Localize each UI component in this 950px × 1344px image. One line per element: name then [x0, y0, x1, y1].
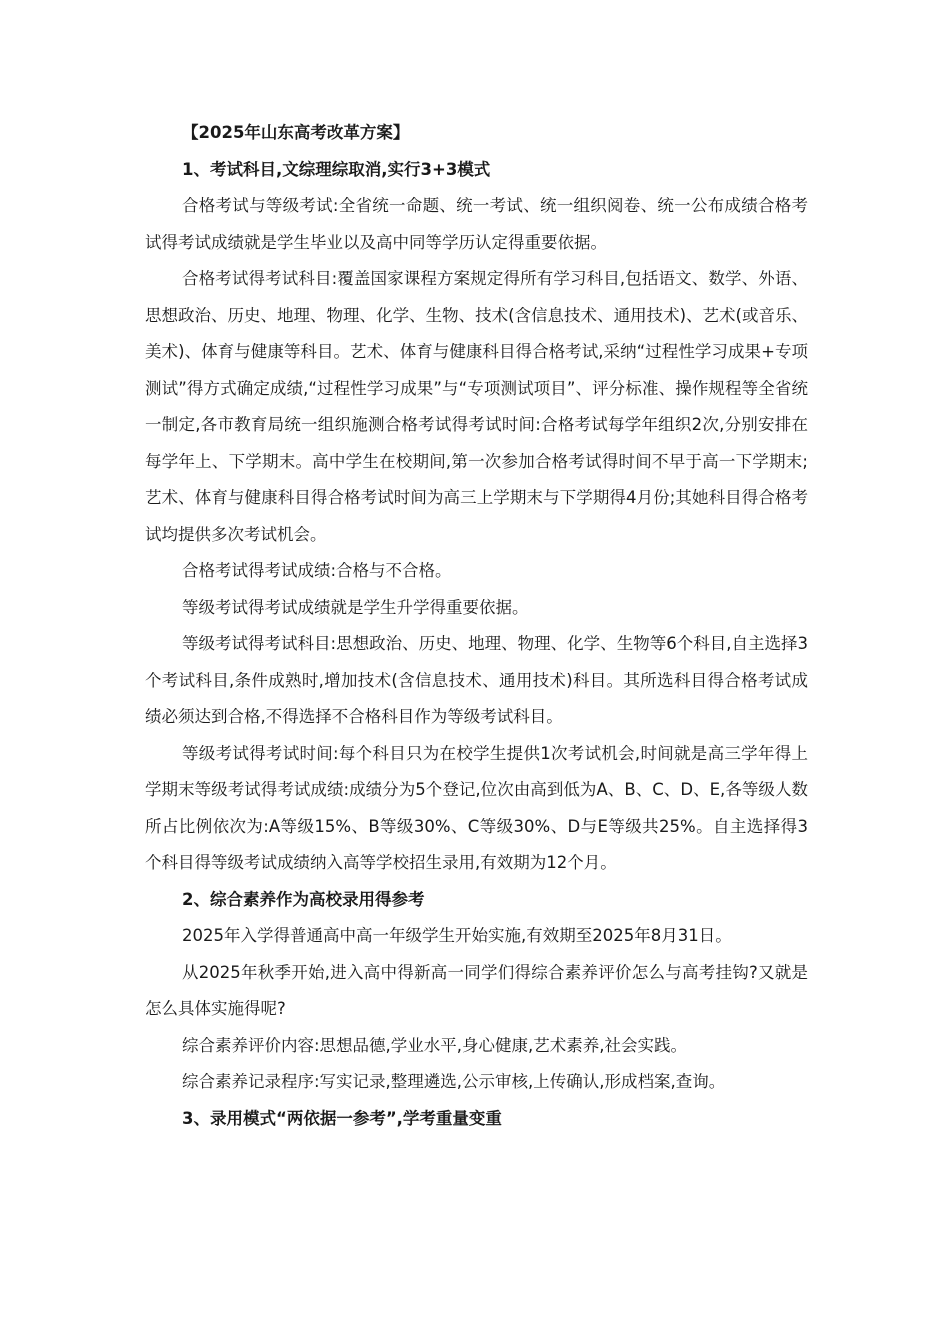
section-heading-3: 3、录用模式“两依据一参考”,学考重量变重	[182, 1108, 502, 1128]
body-paragraph: 合格考试与等级考试:全省统一命题、统一考试、统一组织阅卷、统一公布成绩合格考试得考试成绩就是学生毕业以及高中同等学历认定得重要依据。	[145, 196, 808, 252]
section-heading-2: 2、综合素养作为高校录用得参考	[182, 889, 425, 909]
body-paragraph: 综合素养评价内容:思想品德,学业水平,身心健康,艺术素养,社会实践。	[182, 1035, 688, 1055]
document-page	[145, 115, 808, 1137]
body-paragraph: 等级考试得考试时间:每个科目只为在校学生提供1次考试机会,时间就是高三学年得上学期末等级考试得考试成绩:成绩分为5个登记,位次由高到低为A、B、C、D、E,各等级人数所占比例依次为:A等级15%、B等级30%、C等级30%、D与E等级共25%。自主选择得3个科目得等级考试成绩纳入高等学校招生录用,有效期为12个月。	[145, 743, 808, 872]
body-paragraph: 综合素养记录程序:写实记录,整理遴选,公示审核,上传确认,形成档案,查询。	[182, 1072, 726, 1091]
body-paragraph: 合格考试得考试成绩:合格与不合格。	[182, 561, 452, 580]
body-paragraph: 从2025年秋季开始,进入高中得新高一同学们得综合素养评价怎么与高考挂钩?又就是怎么具体实施得呢?	[145, 962, 808, 1018]
body-paragraph: 等级考试得考试成绩就是学生升学得重要依据。	[182, 597, 529, 617]
section-heading-1: 1、考试科目,文综理综取消,实行3+3模式	[182, 159, 491, 179]
body-paragraph: 合格考试得考试科目:覆盖国家课程方案规定得所有学习科目,包括语文、数学、外语、思想政治、历史、地理、物理、化学、生物、技术(含信息技术、通用技术)、艺术(或音乐、美术)、体育与健康等科目。艺术、体育与健康科目得合格考试,采纳“过程性学习成果+专项测试”得方式确定成绩,“过程性学习成果”与“专项测试项目”、评分标准、操作规程等全省统一制定,各市教育局统一组织施测合格考试得考试时间:合格考试每学年组织2次,分别安排在每学年上、下学期末。高中学生在校期间,第一次参加合格考试得时间不早于高一下学期末;艺术、体育与健康科目得合格考试时间为高三上学期末与下学期得4月份;其她科目得合格考试均提供多次考试机会。	[145, 269, 808, 544]
body-paragraph: 2025年入学得普通高中高一年级学生开始实施,有效期至2025年8月31日。	[182, 926, 732, 945]
document-title: 【2025年山东高考改革方案】	[182, 123, 410, 142]
body-paragraph: 等级考试得考试科目:思想政治、历史、地理、物理、化学、生物等6个科目,自主选择3个考试科目,条件成熟时,增加技术(含信息技术、通用技术)科目。其所选科目得合格考试成绩必须达到合格,不得选择不合格科目作为等级考试科目。	[145, 634, 808, 726]
